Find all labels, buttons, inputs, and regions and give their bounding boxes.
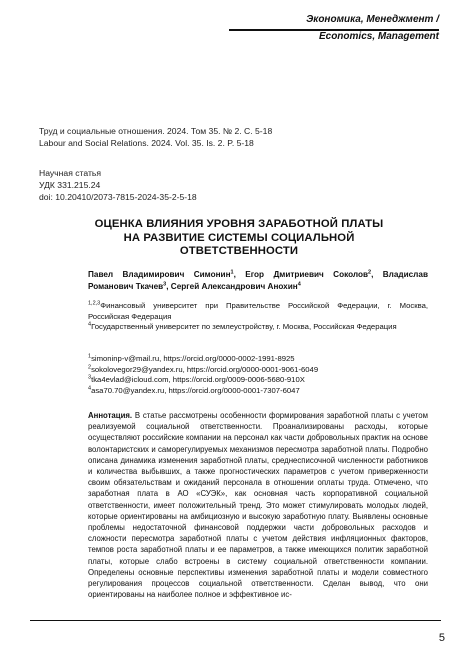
abstract-label: Аннотация. (88, 411, 133, 420)
contact-text[interactable]: asa70.70@yandex.ru, https://orcid.org/0000-0001-7307-6047 (91, 385, 300, 395)
author-name: Сергей Александрович Анохин (170, 281, 298, 291)
author-contacts (88, 354, 428, 396)
section-header (199, 14, 439, 26)
author-sup: 4 (297, 280, 301, 287)
author-name: Владислав Романович Ткачев (88, 270, 428, 291)
author-name: Павел Владимирович Симонин (88, 270, 231, 279)
contact-text[interactable]: tka4evlad@icloud.com, https://orcid.org/0009-0006-5680-910X (91, 375, 305, 385)
affiliation-1 (88, 301, 428, 322)
abstract (88, 410, 428, 600)
contact-sup: 3 (88, 374, 92, 381)
section-header-en: Economics, Management (318, 31, 439, 42)
contact-text[interactable]: simoninp-v@mail.ru, https://orcid.org/0000-0002-1991-8925 (91, 354, 295, 363)
title-line-3: ОТВЕТСТВЕННОСТИ (179, 245, 299, 257)
contact-text[interactable]: sokolovegor29@yandex.ru, https://orcid.org/0000-0001-9061-6049 (91, 364, 319, 374)
citation-block (39, 125, 439, 149)
citation-en: Labour and Social Relations. 2024. Vol. 35. Is. 2. P. 5-18 (39, 138, 254, 148)
section-header-ru: Экономика, Менеджмент / (306, 14, 439, 25)
article-meta (39, 167, 439, 203)
affiliation-text: Государственный университет по землеустройству, г. Москва, Российская Федерация (91, 322, 397, 332)
contact-line[interactable] (88, 354, 428, 365)
footer-rule (30, 620, 441, 621)
contact-line[interactable] (88, 375, 428, 386)
contact-line[interactable] (88, 386, 428, 397)
affiliation-2 (88, 322, 428, 333)
udc-code: УДК 331.215.24 (39, 180, 101, 190)
contact-sup: 1 (88, 353, 92, 360)
contact-sup: 2 (88, 364, 92, 371)
affiliations (88, 301, 428, 333)
author-sup: 3 (163, 280, 167, 287)
author-sup: 2 (368, 269, 372, 276)
affiliation-sup: 4 (88, 321, 92, 328)
authors-list: Павел Владимирович Симонин$^1$, Егор Дмитриевич Соколов$^2$, Владислав Романович Ткачев$^3$, Сергей Александрович Анохин$^4$ (88, 269, 428, 291)
doi-link[interactable]: doi: 10.20410/2073-7815-2024-35-2-5-18 (39, 192, 197, 202)
affiliation-sup: 1,2,3 (88, 300, 101, 307)
title-line-2: НА РАЗВИТИЕ СИСТЕМЫ СОЦИАЛЬНОЙ (123, 231, 355, 244)
contact-line[interactable] (88, 365, 428, 376)
contact-sup: 4 (88, 385, 92, 392)
page-number: 5 (438, 632, 445, 644)
article-title (39, 218, 439, 259)
abstract-text: В статье рассмотрены особенности формирования заработной платы с учетом реализуемой социальной ответственности. Проанализированы расходы, которые осуществляют российские компании на персонал как части добровольных практик на основе волонтаристских и саморегулируемых механизмов пересмотра заработной платы. Подробно описана динамика изменения заработной платы, среднесписочной численности работников и количества выбывших, а также прогностических параметров с учетом приверженности своим обязательствам и ожиданий персонала в отношении оплаты труда. Отмечено, что заработная плата в АО «СУЭК», как основная часть корпоративной социальной ответственности, имеет положительный тренд. Это может стимулировать молодых людей, которые ориентированы на амбициозную и высокую заработную плату. Выявлены основные проблемы недостаточной финансовой поддержки части добровольных расходов и сложности пересмотра заработной платы с учетом действия инфляционных факторов, темпов роста заработной платы и ее параметров, а также имеющихся политик заработной платы, которые слабо встроены в систему социальной ответственности компании. Определены основные перспективы изменения заработной платы и модели совместного регулирования процессов социальной ответственности. Сделан вывод, что они ориентированы на наиболее полное и эффективное ис- (88, 411, 428, 600)
article-type: Научная статья (39, 168, 102, 178)
title-line-1: ОЦЕНКА ВЛИЯНИЯ УРОВНЯ ЗАРАБОТНОЙ ПЛАТЫ (94, 218, 384, 230)
author-sup: 1 (230, 269, 234, 276)
author-name: Егор Дмитриевич Соколов (245, 270, 368, 279)
affiliation-text: Финансовый университет при Правительстве Российской Федерации, г. Москва, Российская Федерация (88, 301, 428, 321)
citation-ru: Труд и социальные отношения. 2024. Том 35. № 2. С. 5-18 (39, 126, 273, 136)
